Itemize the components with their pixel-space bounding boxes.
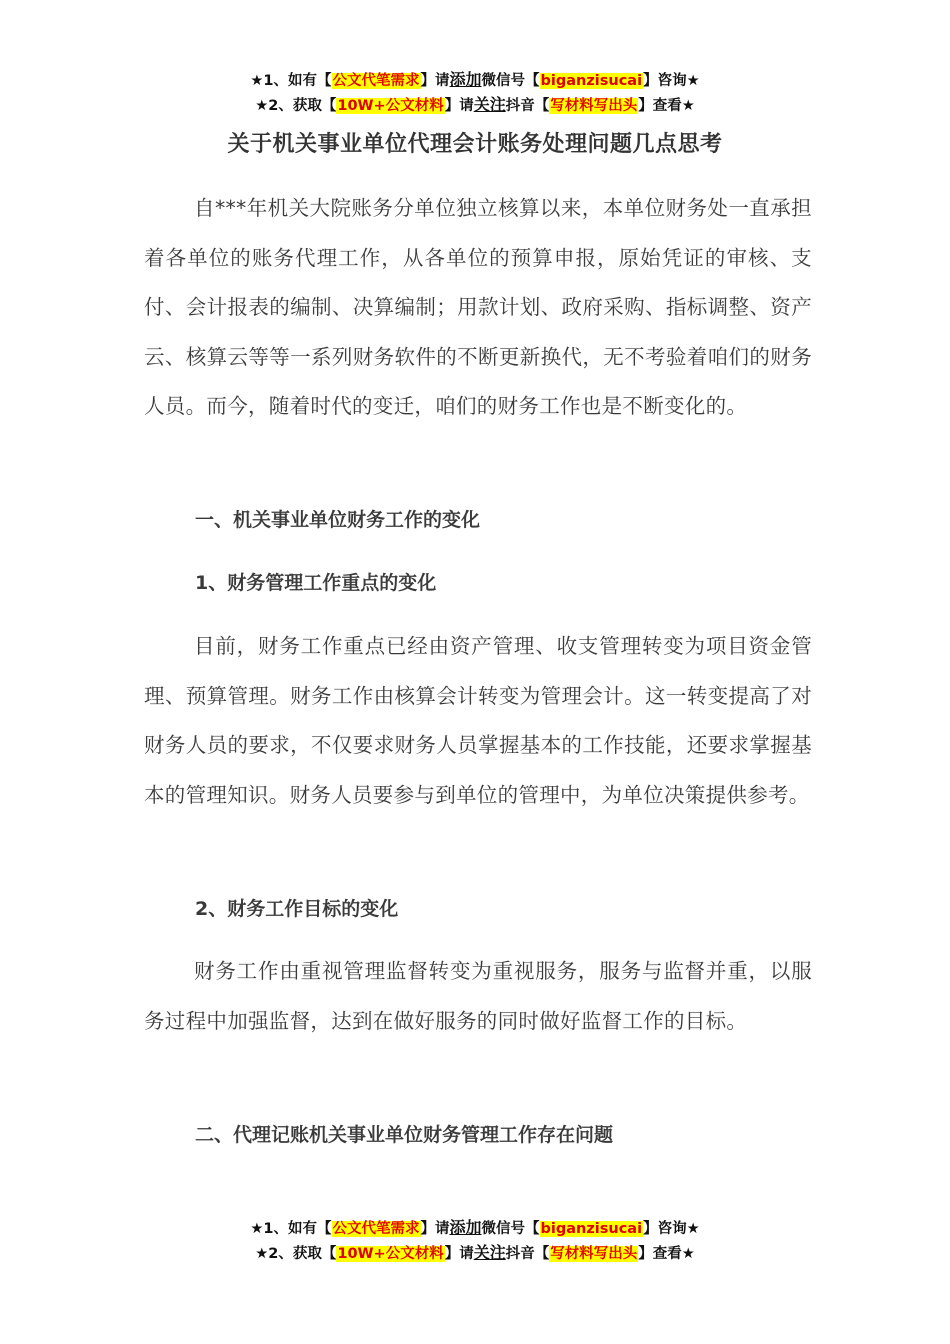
top-promo-banner [0, 68, 950, 118]
highlight-wechat-id: biganzisucai [540, 73, 643, 89]
section-1-heading-block [144, 505, 812, 535]
paragraph-2-block [144, 947, 812, 1046]
subsection-1-heading-block [144, 568, 812, 598]
promo-text: 抖音【 [505, 98, 550, 114]
promo-text: ★2、获取【 [255, 98, 337, 114]
highlight-douyin-account: 写材料写出头 [550, 98, 638, 114]
highlight-materials: 10W+公文材料 [337, 1246, 444, 1262]
intro-paragraph: 自***年机关大院账务分单位独立核算以来，本单位财务处一直承担着各单位的账务代理工作，从各单位的预算申报，原始凭证的审核、支付、会计报表的编制、决算编制；用款计划、政府采购、指标调整、资产云、核算云等等一系列财务软件的不断更新换代，无不考验着咱们的财务人员。而今，随着时代的变迁，咱们的财务工作也是不断变化的。 [144, 196, 812, 418]
page-title: 关于机关事业单位代理会计账务处理问题几点思考 [227, 132, 723, 157]
promo-line-2 [0, 1241, 950, 1266]
promo-text: 抖音【 [505, 1246, 550, 1262]
section-heading-2: 二、代理记账机关事业单位财务管理工作存在问题 [195, 1124, 614, 1146]
promo-text: 】请 [420, 1221, 450, 1237]
subsection-heading-2: 2、财务工作目标的变化 [195, 898, 399, 920]
underlined-follow: 关注 [473, 95, 506, 114]
highlight-douyin-account: 写材料写出头 [550, 1246, 638, 1262]
promo-text: 】请 [420, 73, 450, 89]
subsection-2-heading-block [144, 894, 812, 924]
promo-text: 】查看★ [638, 1246, 695, 1262]
highlight-wechat-id: biganzisucai [540, 1221, 643, 1237]
paragraph-1: 目前，财务工作重点已经由资产管理、收支管理转变为项目资金管理、预算管理。财务工作由核算会计转变为管理会计。这一转变提高了对财务人员的要求，不仅要求财务人员掌握基本的工作技能，还要求掌握基本的管理知识。财务人员要参与到单位的管理中，为单位决策提供参考。 [144, 634, 812, 807]
promo-text: ★1、如有【 [250, 1221, 332, 1237]
subsection-heading-1: 1、财务管理工作重点的变化 [195, 572, 437, 594]
body-intro-block [144, 184, 812, 432]
highlight-writing-service: 公文代笔需求 [332, 73, 420, 89]
highlight-writing-service: 公文代笔需求 [332, 1221, 420, 1237]
promo-text: 】请 [444, 1246, 474, 1262]
promo-line-1 [0, 1216, 950, 1241]
underlined-add: 添加 [449, 70, 482, 89]
promo-text: 】咨询★ [643, 1221, 700, 1237]
section-2-heading-block [144, 1120, 812, 1150]
promo-line-2 [0, 93, 950, 118]
bottom-promo-banner [0, 1216, 950, 1266]
underlined-follow: 关注 [473, 1243, 506, 1262]
promo-text: 微信号【 [481, 73, 540, 89]
paragraph-2: 财务工作由重视管理监督转变为重视服务，服务与监督并重，以服务过程中加强监督，达到在做好服务的同时做好监督工作的目标。 [144, 959, 812, 1033]
promo-text: 微信号【 [481, 1221, 540, 1237]
promo-text: ★2、获取【 [255, 1246, 337, 1262]
promo-text: ★1、如有【 [250, 73, 332, 89]
promo-line-1 [0, 68, 950, 93]
promo-text: 】查看★ [638, 98, 695, 114]
section-heading-1: 一、机关事业单位财务工作的变化 [195, 509, 481, 531]
promo-text: 】请 [444, 98, 474, 114]
promo-text: 】咨询★ [643, 73, 700, 89]
paragraph-1-block [144, 622, 812, 820]
highlight-materials: 10W+公文材料 [337, 98, 444, 114]
underlined-add: 添加 [449, 1218, 482, 1237]
